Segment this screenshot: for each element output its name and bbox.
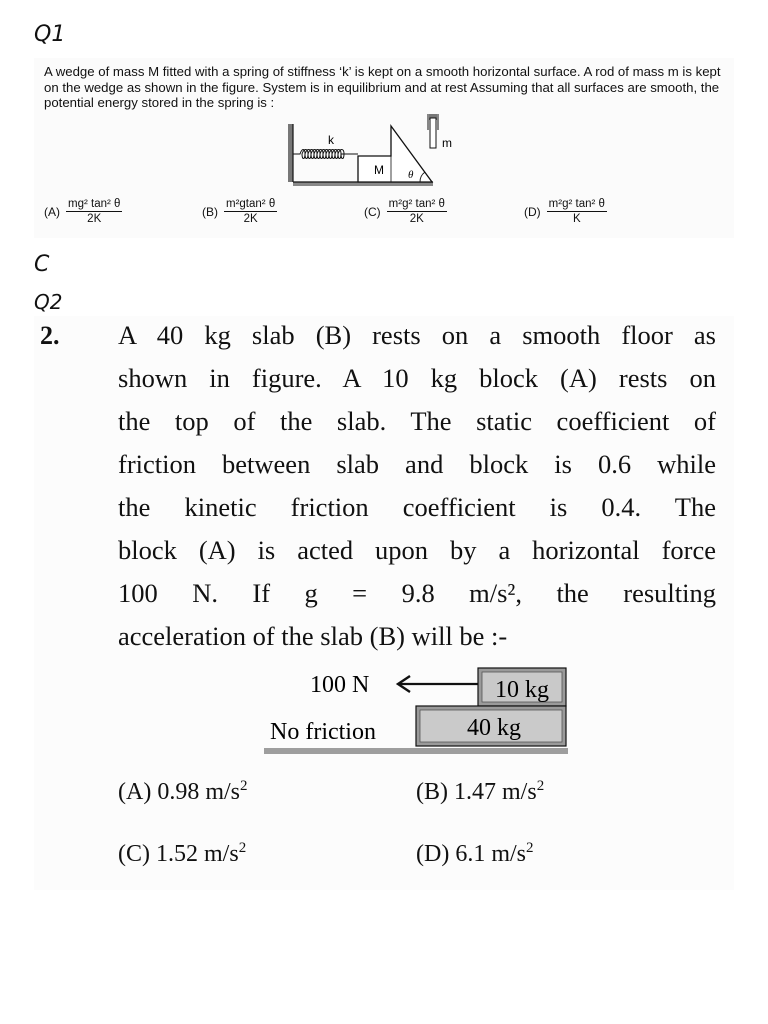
q2-option-a[interactable] xyxy=(118,778,248,806)
q1-option-a-label: (A) xyxy=(44,204,60,219)
handwritten-q1-label: Q1 xyxy=(34,22,66,47)
q2-option-d-value: 6.1 m/s xyxy=(455,841,527,867)
question-2-number: 2. xyxy=(40,321,60,350)
spring xyxy=(293,150,358,159)
floor-label: No friction xyxy=(270,719,376,745)
wedge xyxy=(358,126,432,182)
q2-option-d-exponent: 2 xyxy=(526,840,534,856)
q2-option-c-label: (C) xyxy=(118,841,150,867)
q1-option-d-numerator: m²g² tan² θ xyxy=(548,198,605,210)
q2-option-b-label: (B) xyxy=(416,779,448,805)
q1-option-b[interactable] xyxy=(202,198,277,225)
q2-option-a-exponent: 2 xyxy=(240,778,248,794)
wedge-label: M xyxy=(374,163,384,177)
q1-option-c-label: (C) xyxy=(364,204,381,219)
handwritten-q2-label: Q2 xyxy=(34,290,63,314)
q1-option-d-denominator: K xyxy=(572,213,581,225)
question-2-card xyxy=(34,316,734,890)
question-2-line: acceleration of the slab (B) will be :- xyxy=(118,621,508,651)
block-slab-diagram xyxy=(264,662,574,762)
wedge-spring-diagram xyxy=(282,114,482,194)
q1-option-d-fraction xyxy=(547,198,607,225)
question-2-line: shown in figure. A 10 kg block (A) rests on xyxy=(118,363,716,393)
rod-label: m xyxy=(442,136,452,150)
q2-option-a-label: (A) xyxy=(118,779,152,805)
q1-option-a-numerator: mg² tan² θ xyxy=(68,198,121,210)
q1-option-b-fraction xyxy=(224,198,277,225)
q2-option-d[interactable] xyxy=(416,840,534,868)
q2-option-c-value: 1.52 m/s xyxy=(156,841,239,867)
q1-option-b-label: (B) xyxy=(202,204,218,219)
question-1-card xyxy=(34,58,734,238)
q2-option-b[interactable] xyxy=(416,778,544,806)
q1-option-c-denominator: 2K xyxy=(409,213,424,225)
question-2-line: 100 N. If g = 9.8 m/s², the resulting xyxy=(118,578,716,608)
block-a-label: 10 kg xyxy=(495,677,549,703)
q2-option-a-value: 0.98 m/s xyxy=(157,779,241,805)
handwritten-answer-q1: C xyxy=(34,252,50,277)
q1-option-b-denominator: 2K xyxy=(243,213,258,225)
question-2-line: A 40 kg slab (B) rests on a smooth floor as xyxy=(118,320,716,350)
question-2-line: the top of the slab. The static coefficient of xyxy=(118,406,716,436)
q1-option-c-numerator: m²g² tan² θ xyxy=(388,198,445,210)
q2-option-b-value: 1.47 m/s xyxy=(454,779,537,805)
q1-option-a-denominator: 2K xyxy=(87,213,102,225)
q1-option-c[interactable] xyxy=(364,198,447,225)
spring-label: k xyxy=(328,133,334,147)
q2-option-d-label: (D) xyxy=(416,841,450,867)
q1-option-c-fraction xyxy=(387,198,447,225)
question-2-line: the kinetic friction coefficient is 0.4. The xyxy=(118,492,716,522)
question-1-text: A wedge of mass M fitted with a spring of stiffness ‘k’ is kept on a smooth horizontal surface. A rod of mass m is kept on the wedge as shown in the figure. System is in equilibrium and at rest Assuming that all surfaces are smooth, the potential energy stored in the spring is : xyxy=(44,64,721,110)
q2-option-c-exponent: 2 xyxy=(238,840,247,856)
floor xyxy=(264,748,568,754)
q1-option-b-numerator: m²gtan² θ xyxy=(226,198,276,210)
q1-option-d-label: (D) xyxy=(524,204,541,219)
question-2-line: friction between slab and block is 0.6 while xyxy=(118,449,716,479)
wall xyxy=(288,124,293,182)
force-label: 100 N xyxy=(310,672,370,698)
q1-option-a-fraction xyxy=(66,198,122,225)
rod xyxy=(430,118,436,148)
q2-option-b-exponent: 2 xyxy=(536,778,545,794)
q1-option-d[interactable] xyxy=(524,198,607,225)
slab-b-label: 40 kg xyxy=(467,715,521,741)
q2-option-c[interactable] xyxy=(118,840,246,868)
q1-option-a[interactable] xyxy=(44,198,122,225)
angle-label: θ xyxy=(408,169,414,181)
question-2-line: block (A) is acted upon by a horizontal force xyxy=(118,535,716,565)
